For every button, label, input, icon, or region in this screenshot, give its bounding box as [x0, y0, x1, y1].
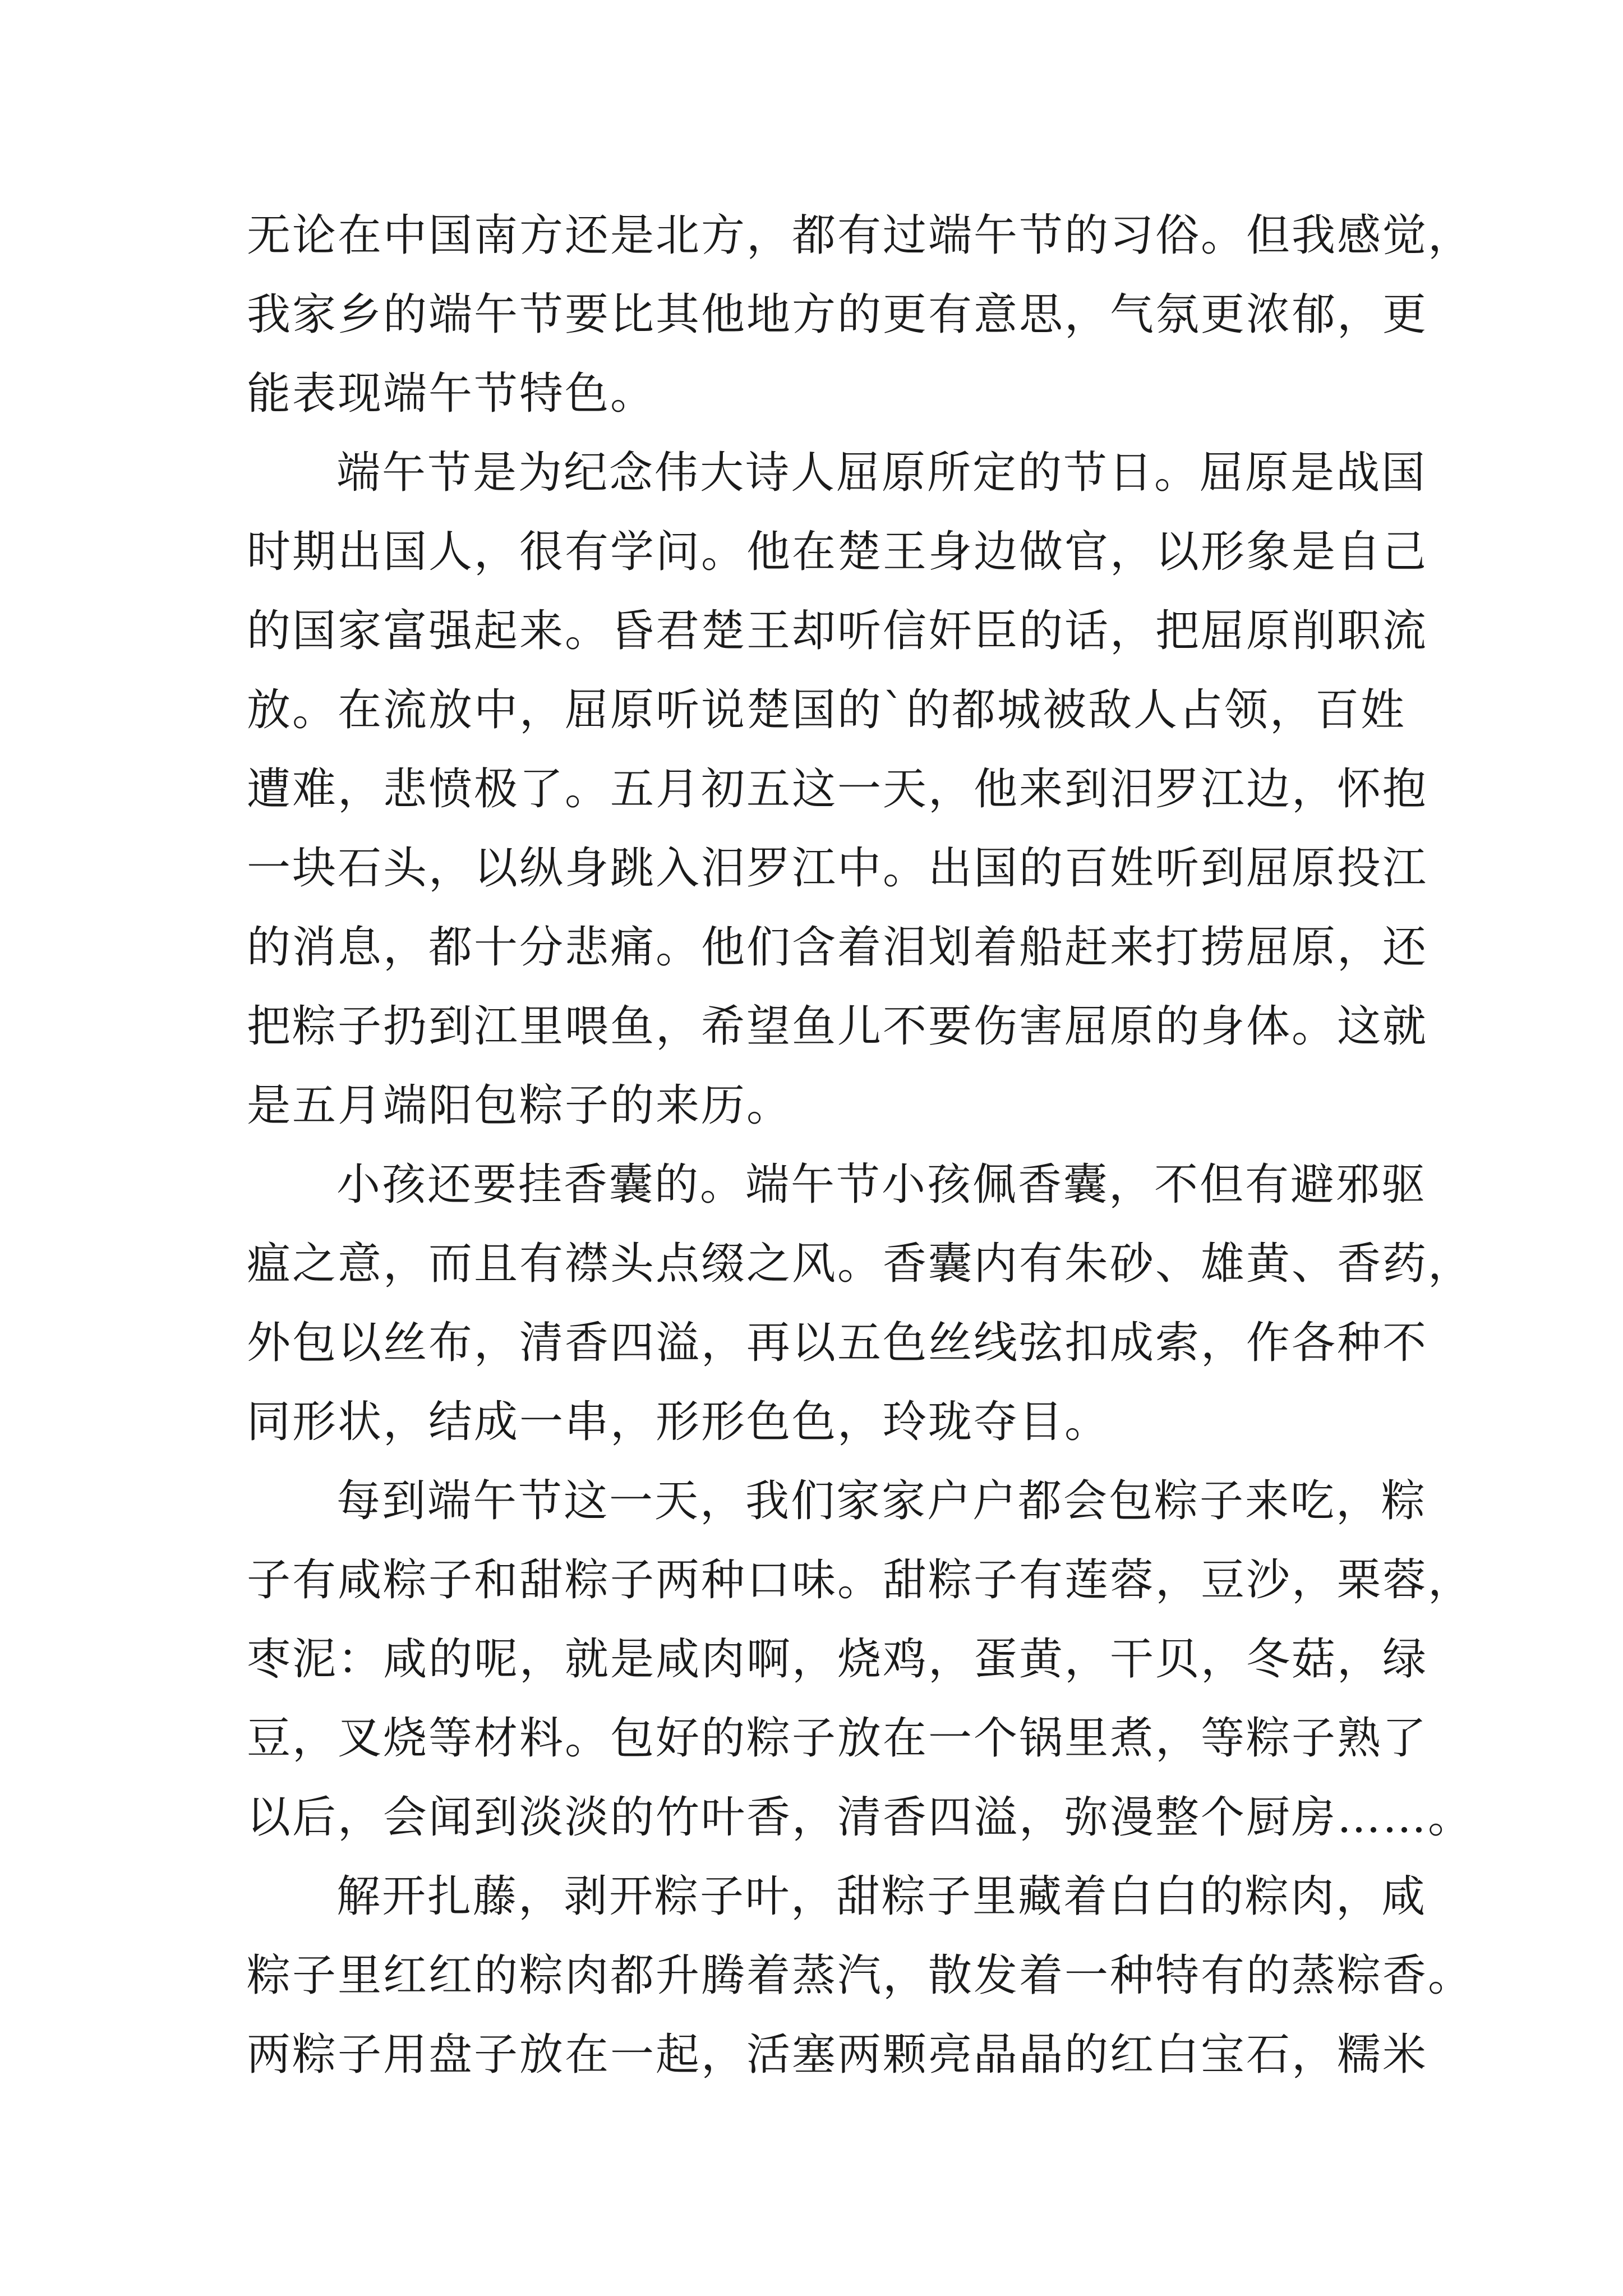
paragraph — [247, 434, 1428, 1145]
text-line: 遭难，悲愤极了。五月初五这一天，他来到汨罗江边，怀抱 — [247, 764, 1428, 815]
text-line: 我家乡的端午节要比其他地方的更有意思，气氛更浓郁，更 — [247, 289, 1428, 340]
text-line: 每到端午节这一天，我们家家户户都会包粽子来吃，粽 — [336, 1476, 1427, 1526]
text-line: 粽子里红红的粽肉都升腾着蒸汽，散发着一种特有的蒸粽香。 — [247, 1950, 1474, 2001]
text-line: 枣泥：咸的呢，就是咸肉啊，烧鸡，蛋黄，干贝，冬菇，绿 — [247, 1634, 1428, 1685]
paragraph — [247, 196, 1474, 434]
text-line: 的消息，都十分悲痛。他们含着泪划着船赶来打捞屈原，还 — [247, 922, 1428, 973]
text-line: 的国家富强起来。昏君楚王却听信奸臣的话，把屈原削职流 — [247, 606, 1428, 656]
text-line: 把粽子扔到江里喂鱼，希望鱼儿不要伤害屈原的身体。这就 — [247, 1001, 1428, 1052]
text-line: 无论在中国南方还是北方，都有过端午节的习俗。但我感觉， — [247, 210, 1474, 261]
paragraph — [247, 1857, 1474, 2095]
document-body — [247, 196, 1474, 2095]
paragraph — [247, 1462, 1474, 1857]
text-line: 同形状，结成一串，形形色色，玲珑夺目。 — [247, 1397, 1110, 1447]
text-line: 以后，会闻到淡淡的竹叶香，清香四溢，弥漫整个厨房……。 — [247, 1792, 1474, 1843]
text-line: 外包以丝布，清香四溢，再以五色丝线弦扣成索，作各种不 — [247, 1318, 1428, 1368]
text-line: 能表现端午节特色。 — [247, 369, 656, 419]
text-line: 小孩还要挂香囊的。端午节小孩佩香囊，不但有避邪驱 — [336, 1159, 1427, 1210]
text-line: 一块石头，以纵身跳入汨罗江中。出国的百姓听到屈原投江 — [247, 843, 1428, 894]
text-line: 放。在流放中，屈原听说楚国的`的都城被敌人占领，百姓 — [247, 685, 1407, 735]
text-line: 豆，叉烧等材料。包好的粽子放在一个锅里煮，等粽子熟了 — [247, 1713, 1428, 1764]
text-line: 端午节是为纪念伟大诗人屈原所定的节日。屈原是战国 — [336, 448, 1427, 498]
text-line: 时期出国人，很有学问。他在楚王身边做官，以形象是自己 — [247, 527, 1428, 577]
text-line: 瘟之意，而且有襟头点缀之风。香囊内有朱砂、雄黄、香药， — [247, 1239, 1474, 1289]
text-line: 是五月端阳包粽子的来历。 — [247, 1080, 792, 1131]
text-line: 解开扎藤，剥开粽子叶，甜粽子里藏着白白的粽肉，咸 — [336, 1871, 1427, 1922]
paragraph — [247, 1145, 1474, 1462]
text-line: 两粽子用盘子放在一起，活塞两颗亮晶晶的红白宝石，糯米 — [247, 2030, 1428, 2080]
text-line: 子有咸粽子和甜粽子两种口味。甜粽子有莲蓉，豆沙，栗蓉， — [247, 1555, 1474, 1605]
